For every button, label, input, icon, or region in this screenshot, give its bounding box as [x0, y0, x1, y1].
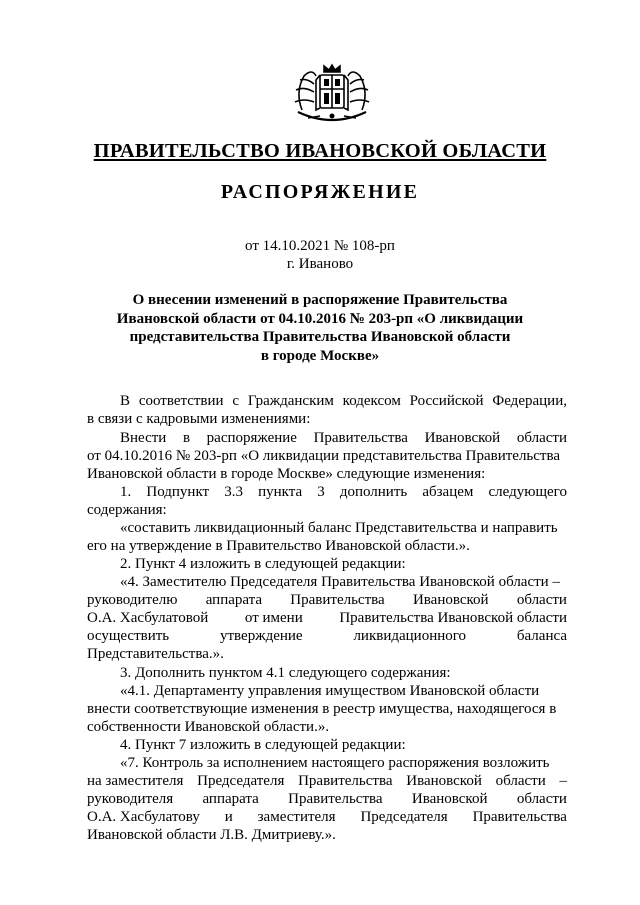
- body-line: «4.1. Департаменту управления имуществом Ивановской области: [120, 683, 540, 699]
- document-type: РАСПОРЯЖЕНИЕ: [220, 181, 420, 203]
- line-word: О.А. Хасбулатову: [87, 809, 200, 825]
- line-word: заместителя: [257, 809, 336, 825]
- line-word: области: [516, 430, 567, 446]
- line-word: абзацем: [422, 484, 474, 500]
- line-word: Российской: [409, 393, 484, 409]
- line-word: на заместителя: [87, 773, 184, 789]
- subject-line: О внесении изменений в распоряжение Правительства: [132, 292, 508, 308]
- line-word: кодексом: [342, 393, 401, 409]
- document-subject: [90, 291, 550, 365]
- line-word: Председателя: [360, 809, 448, 825]
- line-word: аппарата: [202, 791, 259, 807]
- body-line: «4. Заместителю Председателя Правительства Ивановской области –: [120, 574, 560, 590]
- body-line: [87, 809, 567, 826]
- body-line: «составить ликвидационный баланс Представительства и направить: [120, 520, 558, 536]
- line-word: Правительства: [298, 773, 393, 789]
- city: г. Иваново: [286, 256, 354, 272]
- body-line: в связи с кадровыми изменениями:: [87, 411, 311, 427]
- body-line: Представительства.».: [87, 646, 224, 662]
- government-title: ПРАВИТЕЛЬСТВО ИВАНОВСКОЙ ОБЛАСТИ: [93, 140, 547, 162]
- line-word: с: [232, 393, 240, 409]
- line-word: в: [182, 430, 191, 446]
- body-line: [120, 484, 567, 501]
- line-word: баланса: [516, 628, 567, 644]
- line-word: Гражданским: [247, 393, 334, 409]
- line-word: соответствии: [138, 393, 224, 409]
- line-word: осуществить: [87, 628, 170, 644]
- line-word: Ивановской: [406, 773, 482, 789]
- body-line: Ивановской области в городе Москве» следующие изменения:: [87, 466, 486, 482]
- line-word: Подпункт: [146, 484, 210, 500]
- line-word: распоряжение: [206, 430, 297, 446]
- line-word: Ивановской: [411, 791, 488, 807]
- line-word: Правительства: [290, 592, 385, 608]
- body-line: собственности Ивановской области.».: [87, 719, 330, 735]
- line-word: Правительства Ивановской области: [339, 610, 567, 626]
- body-line: содержания:: [87, 502, 167, 518]
- line-word: О.А. Хасбулатовой: [87, 610, 209, 626]
- body-line: его на утверждение в Правительство Ивановской области.».: [87, 538, 470, 554]
- line-word: утверждение: [220, 628, 303, 644]
- body-line: внести соответствующие изменения в реестр имущества, находящегося в: [87, 701, 557, 717]
- line-word: руководителю: [87, 592, 178, 608]
- line-word: Ивановской: [424, 430, 501, 446]
- line-word: пункта: [258, 484, 303, 500]
- body-line: [87, 628, 567, 645]
- line-word: В: [120, 393, 131, 409]
- line-word: Внести: [120, 430, 167, 446]
- line-word: Федерации,: [492, 393, 567, 409]
- line-word: области: [495, 773, 546, 789]
- line-word: области: [516, 592, 567, 608]
- line-word: следующего: [488, 484, 567, 500]
- line-word: Правительства: [472, 809, 567, 825]
- body-line: 2. Пункт 4 изложить в следующей редакции:: [120, 556, 406, 572]
- line-word: области: [516, 791, 567, 807]
- line-word: ликвидационного: [353, 628, 467, 644]
- body-line: Ивановской области Л.В. Дмитриеву.».: [87, 827, 336, 843]
- line-word: Председателя: [197, 773, 285, 789]
- line-word: дополнить: [339, 484, 408, 500]
- line-word: –: [559, 773, 567, 789]
- body-line: [87, 610, 567, 627]
- line-word: 3.3: [224, 484, 243, 500]
- subject-line: представительства Правительства Ивановской области: [129, 329, 511, 345]
- body-line: [87, 592, 567, 609]
- body-line: от 04.10.2016 № 203-рп «О ликвидации представительства Правительства: [87, 448, 561, 464]
- coat-of-arms-emblem: [290, 62, 374, 128]
- date-number: от 14.10.2021 № 108-рп: [245, 238, 395, 254]
- body-line: [120, 430, 567, 447]
- body-line: [120, 393, 567, 410]
- line-word: Ивановской: [412, 592, 489, 608]
- body-line: [87, 791, 567, 808]
- line-word: Правительства: [313, 430, 408, 446]
- line-word: аппарата: [205, 592, 263, 608]
- body-line: «7. Контроль за исполнением настоящего распоряжения возложить: [120, 755, 550, 771]
- body-line: [87, 773, 567, 790]
- body-line: 4. Пункт 7 изложить в следующей редакции:: [120, 737, 406, 753]
- body-line: 3. Дополнить пунктом 4.1 следующего содержания:: [120, 665, 451, 681]
- line-word: от имени: [244, 610, 303, 626]
- line-word: 1.: [120, 484, 132, 500]
- subject-line: Ивановской области от 04.10.2016 № 203-рп «О ликвидации: [116, 310, 524, 327]
- subject-line: в городе Москве»: [260, 347, 380, 364]
- line-word: 3: [317, 484, 325, 500]
- line-word: руководителя: [87, 791, 174, 807]
- line-word: Правительства: [288, 791, 383, 807]
- line-word: и: [224, 809, 233, 825]
